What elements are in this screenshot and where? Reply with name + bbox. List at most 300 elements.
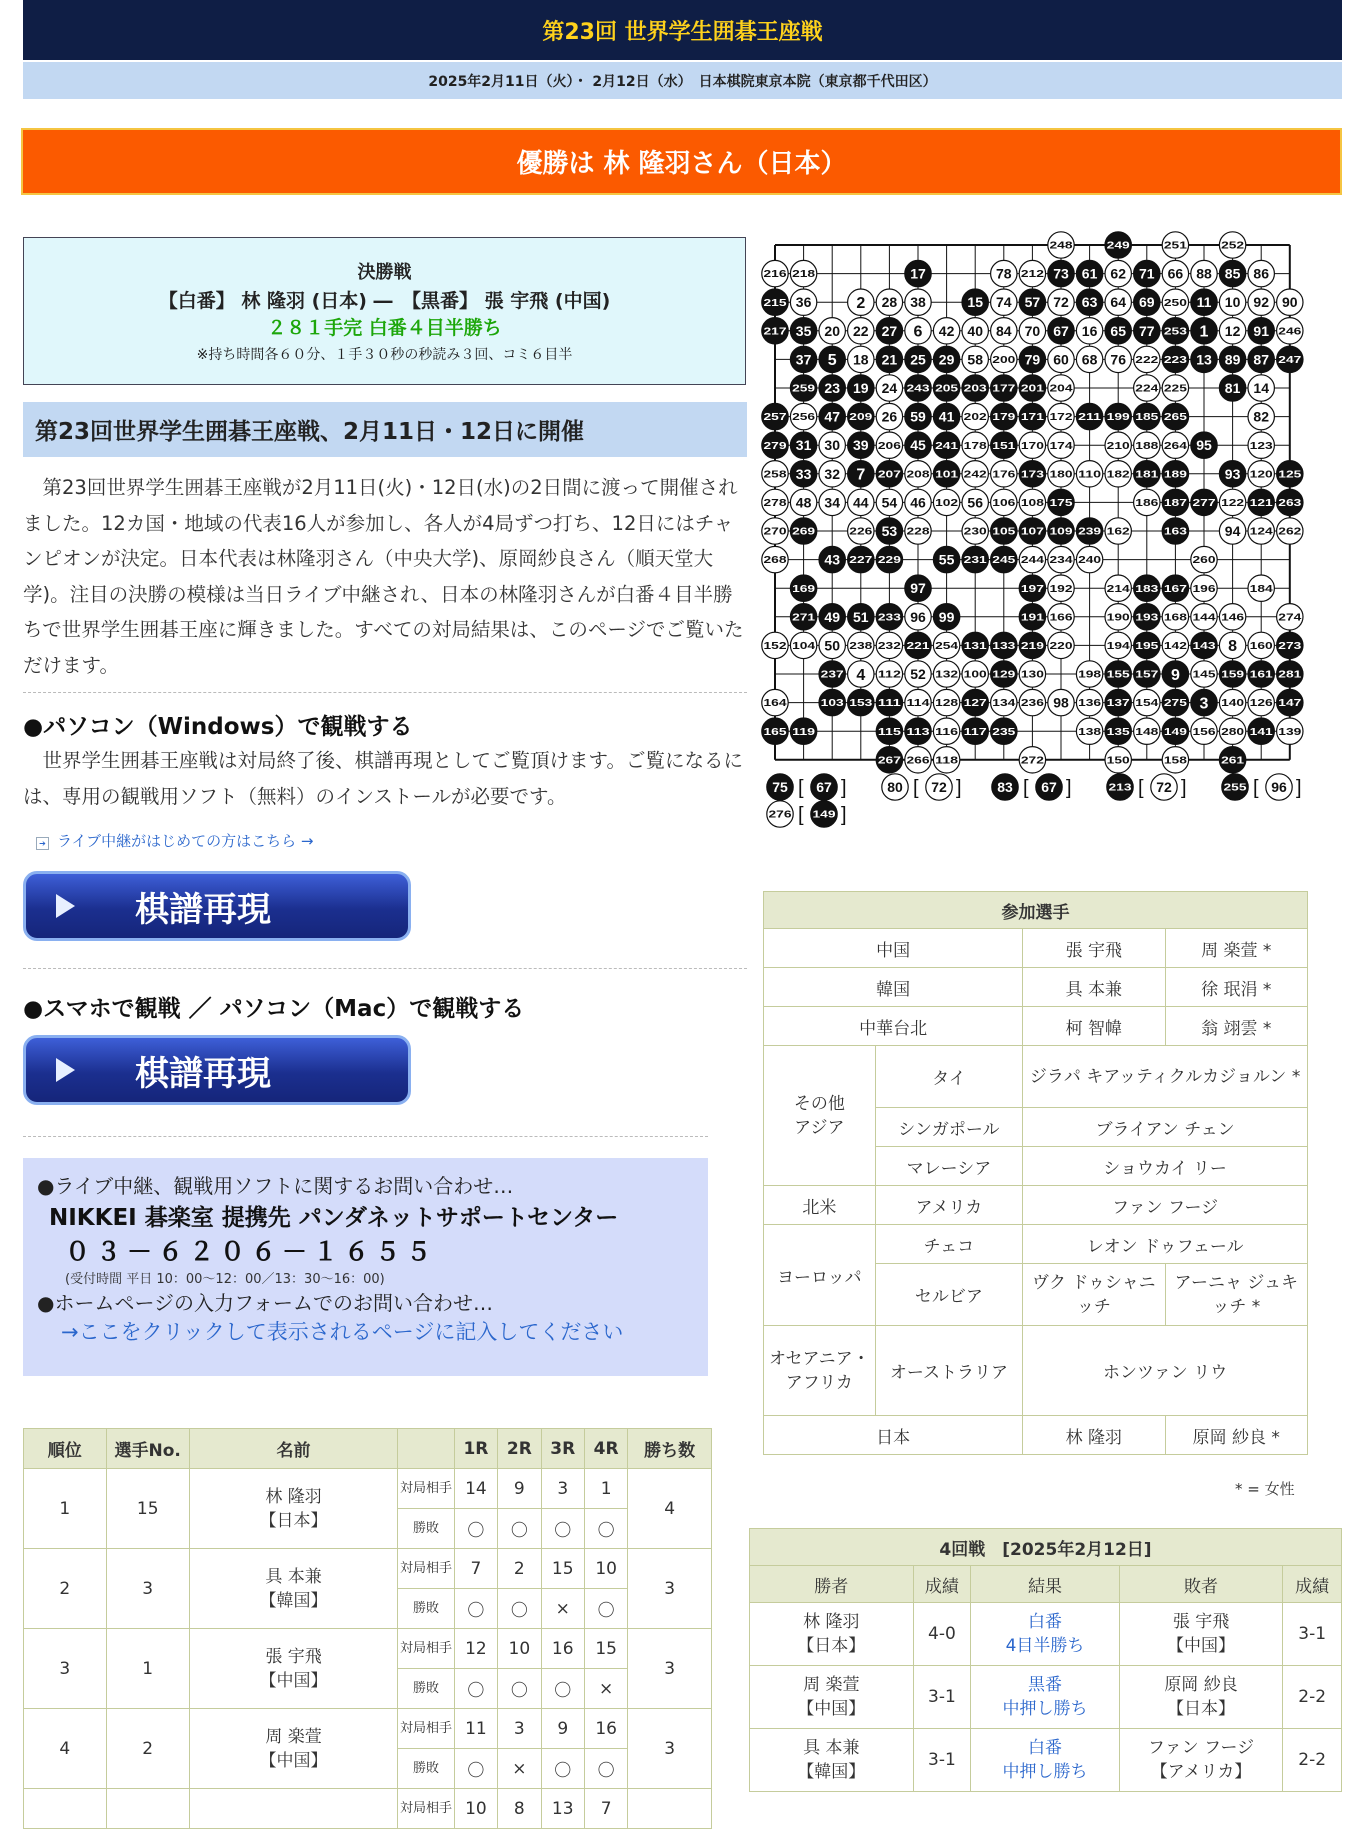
move-number: 223 [1163, 355, 1188, 366]
move-number: 152 [763, 641, 788, 652]
move-number: 118 [935, 755, 959, 767]
round4-table [749, 1528, 1342, 1792]
move-number: 64 [1110, 294, 1126, 311]
move-number: 67 [1041, 779, 1057, 796]
contact-line1: ●ライブ中継、観戦用ソフトに関するお問い合わせ… [37, 1174, 514, 1198]
r1-header: 1R [454, 1429, 497, 1469]
participant-row [764, 1225, 1308, 1264]
move-number: 124 [1249, 526, 1274, 538]
region: 北米 [764, 1186, 876, 1225]
move-number: 222 [1135, 355, 1159, 366]
move-number: 7 [856, 466, 866, 484]
move-number: 188 [1135, 440, 1159, 452]
move-number: 203 [963, 383, 988, 395]
move-number: 117 [963, 726, 988, 738]
move-number: 96 [1271, 779, 1287, 796]
move-number: 170 [1020, 440, 1045, 452]
opponent-no: 14 [454, 1469, 497, 1509]
opponent-no: 10 [584, 1549, 627, 1589]
loser-record: 2-2 [1283, 1729, 1342, 1792]
ranking-header-row [24, 1429, 712, 1469]
move-number: 235 [992, 726, 1016, 738]
move-number: 36 [795, 294, 812, 311]
opponent-no: 9 [498, 1469, 541, 1509]
move-number: 263 [1278, 498, 1302, 509]
region: オセアニア・ アフリカ [764, 1326, 876, 1416]
winner-country: 【日本】 [797, 1636, 866, 1656]
move-number: 166 [1049, 612, 1074, 624]
move-number: 211 [1078, 412, 1102, 424]
winner [750, 1666, 914, 1729]
move-number: 101 [935, 469, 959, 481]
move-number: 164 [763, 698, 788, 710]
move-number: 226 [849, 526, 873, 538]
opp-label: 対局相手 [398, 1629, 454, 1669]
winner-country: 【韓国】 [797, 1762, 866, 1782]
country: オーストラリア [875, 1326, 1023, 1416]
move-number: 120 [1249, 469, 1274, 481]
loser-country: 【中国】 [1167, 1636, 1236, 1656]
wins [628, 1789, 712, 1829]
move-number: 33 [795, 465, 812, 482]
player: ヴク ドゥシャニッチ [1023, 1264, 1165, 1326]
wins: 3 [628, 1629, 712, 1709]
ko-bracket-close: ] [841, 804, 847, 826]
move-number: 261 [1221, 755, 1245, 767]
winner [750, 1729, 914, 1792]
move-number: 141 [1249, 726, 1274, 738]
move-number: 83 [997, 779, 1013, 796]
country: 【中国】 [259, 1750, 328, 1771]
move-number: 190 [1106, 612, 1131, 624]
loser [1119, 1666, 1283, 1729]
win-loss: 〇 [584, 1509, 627, 1549]
move-number: 31 [795, 437, 812, 454]
move-number: 182 [1106, 469, 1131, 481]
move-number: 122 [1221, 498, 1245, 509]
loser [1119, 1603, 1283, 1666]
move-number: 45 [910, 437, 926, 454]
participant-row [764, 1046, 1308, 1108]
player-no: 3 [106, 1549, 189, 1629]
opp-label: 対局相手 [398, 1709, 454, 1749]
move-number: 248 [1049, 240, 1074, 252]
ko-bracket-close: ] [1296, 777, 1302, 799]
move-number: 61 [1081, 265, 1098, 282]
move-number: 57 [1024, 294, 1041, 311]
rank: 1 [24, 1469, 107, 1549]
participants-title: 参加選手 [764, 892, 1308, 929]
opponent-no: 8 [498, 1789, 541, 1829]
final-rules: ※持ち時間各６０分、１手３０秒の秒読み３回、コミ６目半 [196, 347, 573, 363]
win-loss: 〇 [454, 1749, 497, 1789]
region: 中国 [764, 929, 1023, 968]
player: 徐 珉涓 * [1165, 968, 1307, 1007]
move-number: 15 [967, 294, 983, 311]
move-number: 189 [1163, 469, 1188, 481]
win-loss: 〇 [541, 1509, 584, 1549]
move-number: 59 [910, 408, 926, 425]
contact-form-link[interactable]: →ここをクリックして表示されるページに記入してください [61, 1320, 624, 1344]
move-number: 40 [967, 322, 983, 339]
move-number: 80 [887, 779, 903, 796]
move-number: 236 [1020, 698, 1045, 710]
move-number: 70 [1024, 322, 1041, 339]
move-number: 105 [992, 526, 1016, 538]
move-number: 184 [1249, 583, 1274, 595]
move-number: 82 [1253, 408, 1269, 425]
move-number: 178 [963, 440, 988, 452]
move-number: 176 [992, 469, 1016, 481]
type-header [398, 1429, 454, 1469]
move-number: 224 [1135, 383, 1159, 395]
result[interactable] [971, 1666, 1120, 1729]
opp-label: 対局相手 [398, 1549, 454, 1589]
move-number: 129 [992, 669, 1016, 681]
move-number: 147 [1278, 698, 1302, 710]
winner-text: 優勝は 林 隆羽さん（日本） [516, 149, 847, 179]
news-heading [23, 402, 747, 457]
opponent-no: 15 [541, 1549, 584, 1589]
ko-bracket-open: [ [1253, 777, 1259, 799]
opponent-no: 2 [498, 1549, 541, 1589]
table-row [750, 1603, 1342, 1666]
ko-bracket-close: ] [841, 777, 847, 799]
move-number: 132 [935, 669, 959, 681]
winner-record: 4-0 [913, 1603, 971, 1666]
ko-bracket-open: [ [913, 777, 919, 799]
move-number: 195 [1135, 641, 1159, 652]
move-number: 255 [1223, 782, 1248, 794]
move-number: 49 [824, 608, 840, 625]
round4-header-row [750, 1566, 1342, 1603]
region: 中華台北 [764, 1007, 1023, 1046]
move-number: 56 [967, 494, 983, 511]
region: ヨーロッパ [764, 1225, 876, 1326]
move-number: 177 [992, 383, 1016, 395]
player: 柯 智幃 [1023, 1007, 1165, 1046]
player: 原岡 紗良 * [1165, 1416, 1307, 1455]
move-number: 268 [763, 555, 788, 567]
move-number: 172 [1049, 412, 1074, 424]
move-number: 191 [1020, 612, 1045, 624]
move-number: 14 [1253, 380, 1269, 397]
move-number: 271 [792, 612, 816, 624]
winner-record-header: 成績 [913, 1566, 971, 1603]
move-number: 198 [1078, 669, 1102, 681]
opponent-no: 3 [498, 1709, 541, 1749]
move-number: 19 [853, 380, 869, 397]
move-number: 12 [1224, 322, 1241, 339]
move-number: 225 [1163, 383, 1188, 395]
move-number: 71 [1139, 265, 1155, 282]
loser-name: 張 宇飛 [1172, 1612, 1230, 1632]
result-color: 白番 [1027, 1738, 1062, 1758]
ko-bracket-close: ] [1181, 777, 1187, 799]
move-number: 76 [1110, 351, 1126, 368]
final-label: 決勝戦 [357, 262, 412, 283]
move-number: 112 [877, 669, 902, 681]
move-number: 115 [877, 726, 902, 738]
move-number: 125 [1278, 469, 1302, 481]
move-number: 161 [1249, 669, 1274, 681]
wins: 3 [628, 1549, 712, 1629]
female-note: * = 女性 [1235, 1480, 1295, 1498]
move-number: 207 [877, 469, 902, 481]
move-number: 162 [1106, 526, 1131, 538]
opponent-no: 11 [454, 1709, 497, 1749]
win-loss: 〇 [498, 1589, 541, 1629]
rank-header: 順位 [24, 1429, 107, 1469]
player-no [106, 1789, 189, 1829]
move-number: 201 [1020, 383, 1045, 395]
wl-label: 勝敗 [398, 1589, 454, 1629]
final-result: ２８１手完 白番４目半勝ち [267, 317, 502, 339]
r3-header: 3R [541, 1429, 584, 1469]
winner-name: 林 隆羽 [803, 1612, 860, 1632]
move-number: 269 [792, 526, 816, 538]
result-header: 結果 [971, 1566, 1120, 1603]
move-number: 136 [1078, 698, 1102, 710]
move-number: 260 [1192, 555, 1217, 567]
move-number: 253 [1163, 326, 1188, 338]
kifu-replay-button-mobile[interactable] [23, 1035, 411, 1105]
move-number: 264 [1163, 440, 1188, 452]
move-number: 144 [1192, 612, 1217, 624]
move-number: 116 [935, 726, 959, 738]
move-number: 27 [881, 322, 898, 339]
win-loss: × [584, 1669, 627, 1709]
move-number: 228 [906, 526, 931, 538]
move-number: 127 [963, 698, 988, 710]
player: レオン ドゥフェール [1023, 1225, 1308, 1264]
move-number: 158 [1163, 755, 1188, 767]
move-number: 200 [992, 355, 1016, 366]
move-number: 213 [1108, 782, 1133, 794]
move-number: 185 [1135, 412, 1159, 424]
move-number: 168 [1163, 612, 1188, 624]
move-number: 67 [1053, 322, 1069, 339]
player: 林 隆羽 [1023, 1416, 1165, 1455]
move-number: 98 [1053, 694, 1069, 711]
player: アーニャ ジュキッチ * [1165, 1264, 1307, 1326]
opp-label: 対局相手 [398, 1789, 454, 1829]
move-number: 114 [906, 698, 931, 710]
move-number: 65 [1110, 322, 1126, 339]
country: 【韓国】 [259, 1590, 328, 1611]
move-number: 279 [763, 440, 788, 452]
rank: 4 [24, 1709, 107, 1789]
move-number: 21 [881, 351, 898, 368]
loser-header: 敗者 [1119, 1566, 1283, 1603]
contact-phone: ０３－６２０６－１６５５ [65, 1237, 438, 1266]
move-number: 75 [772, 779, 788, 796]
loser-name: 原岡 紗良 [1164, 1675, 1238, 1695]
loser [1119, 1729, 1283, 1792]
move-number: 110 [1078, 469, 1102, 481]
move-number: 250 [1163, 297, 1188, 309]
move-number: 30 [824, 437, 840, 454]
move-number: 186 [1135, 498, 1159, 509]
win-loss: 〇 [498, 1669, 541, 1709]
pc-heading: ●パソコン（Windows）で観戦する [23, 714, 413, 740]
move-number: 37 [795, 351, 812, 368]
move-number: 246 [1278, 326, 1302, 338]
wl-label: 勝敗 [398, 1749, 454, 1789]
move-number: 10 [1224, 294, 1241, 311]
move-number: 84 [996, 322, 1012, 339]
move-number: 113 [906, 726, 931, 738]
result[interactable] [971, 1729, 1120, 1792]
player-name [189, 1469, 397, 1549]
move-number: 73 [1053, 265, 1069, 282]
round4-title: 4回戦 [2025年2月12日] [750, 1529, 1342, 1566]
wins: 3 [628, 1709, 712, 1789]
player: ブライアン チェン [1023, 1108, 1308, 1147]
move-number: 208 [906, 469, 931, 481]
kifu-replay-button-pc[interactable] [23, 871, 411, 941]
player-no: 1 [106, 1629, 189, 1709]
move-number: 81 [1224, 380, 1241, 397]
loser-country: 【アメリカ】 [1150, 1762, 1252, 1782]
table-row [24, 1629, 712, 1669]
move-number: 72 [931, 779, 947, 796]
move-number: 160 [1249, 641, 1274, 652]
contact-box [23, 1158, 708, 1376]
move-number: 107 [1020, 526, 1045, 538]
move-number: 1 [1199, 323, 1209, 341]
move-number: 41 [938, 408, 955, 425]
move-number: 196 [1192, 583, 1217, 595]
country: マレーシア [875, 1147, 1023, 1186]
move-number: 181 [1135, 469, 1159, 481]
move-number: 53 [881, 523, 898, 540]
first-time-link[interactable] [36, 830, 313, 851]
move-number: 69 [1139, 294, 1155, 311]
move-number: 18 [853, 351, 869, 368]
table-row [24, 1549, 712, 1589]
move-number: 34 [824, 494, 840, 511]
move-number: 22 [853, 322, 869, 339]
move-number: 8 [1228, 638, 1238, 656]
player: ホンツァン リウ [1023, 1326, 1308, 1416]
participant-row [764, 1007, 1308, 1046]
winner-header: 勝者 [750, 1566, 914, 1603]
move-number: 78 [996, 265, 1012, 282]
loser-country: 【日本】 [1167, 1699, 1236, 1719]
move-number: 244 [1020, 555, 1045, 567]
move-number: 131 [963, 641, 988, 652]
move-number: 66 [1167, 265, 1184, 282]
move-number: 88 [1196, 265, 1212, 282]
kifu-board [760, 230, 1310, 835]
move-number: 215 [763, 297, 788, 309]
move-number: 26 [881, 408, 898, 425]
move-number: 278 [763, 498, 788, 509]
name: 周 楽萱 [265, 1726, 322, 1747]
move-number: 25 [910, 351, 926, 368]
region: 韓国 [764, 968, 1023, 1007]
wl-label: 勝敗 [398, 1669, 454, 1709]
move-number: 3 [1199, 695, 1209, 713]
move-number: 187 [1163, 498, 1188, 509]
result-color: 黒番 [1027, 1675, 1062, 1695]
region: 日本 [764, 1416, 1023, 1455]
move-number: 145 [1192, 669, 1217, 681]
move-number: 121 [1249, 498, 1274, 509]
player: 翁 翊雲 * [1165, 1007, 1307, 1046]
page-title-bar [23, 0, 1342, 60]
divider [23, 692, 747, 693]
move-number: 219 [1020, 641, 1045, 652]
move-number: 55 [938, 551, 955, 568]
move-number: 252 [1221, 240, 1245, 252]
page-title: 第23回 世界学生囲碁王座戦 [542, 19, 823, 45]
date-venue: 2025年2月11日（火）・ 2月12日（水） 日本棋院東京本院（東京都千代田区） [428, 73, 937, 90]
move-number: 102 [935, 498, 959, 509]
move-number: 229 [877, 555, 902, 567]
move-number: 230 [963, 526, 988, 538]
move-number: 87 [1253, 351, 1269, 368]
move-number: 11 [1196, 294, 1212, 311]
move-number: 256 [792, 412, 816, 424]
move-number: 234 [1049, 555, 1074, 567]
move-number: 272 [1020, 755, 1045, 767]
move-number: 210 [1106, 440, 1131, 452]
opponent-no: 13 [541, 1789, 584, 1829]
player-no: 2 [106, 1709, 189, 1789]
move-number: 171 [1020, 412, 1045, 424]
move-number: 249 [1106, 240, 1131, 252]
move-number: 183 [1135, 583, 1159, 595]
no-header: 選手No. [106, 1429, 189, 1469]
move-number: 193 [1135, 612, 1159, 624]
move-number: 85 [1224, 265, 1241, 282]
move-number: 92 [1253, 294, 1269, 311]
news-body: 第23回世界学生囲碁王座戦が2月11日(火)・12日(水)の2日間に渡って開催されました。12カ国・地域の代表16人が参加し、各人が4局ずつ打ち、12日にはチャンピオンが決定。日本代表は林隆羽さん（中央大学)、原岡紗良さん（順天堂大学)。注目の決勝の模様は当日ライブ中継され、日本の林隆羽さんが白番４目半勝ちで世界学生囲碁王座に輝きました。すべての対局結果は、このページでご覧いただけます。 [23, 476, 744, 677]
move-number: 32 [824, 465, 840, 482]
player-no: 15 [106, 1469, 189, 1549]
win-loss: 〇 [584, 1589, 627, 1629]
table-row [24, 1709, 712, 1749]
result[interactable] [971, 1603, 1120, 1666]
move-number: 86 [1253, 265, 1269, 282]
move-number: 63 [1081, 294, 1098, 311]
move-number: 137 [1106, 698, 1131, 710]
move-number: 233 [877, 612, 902, 624]
move-number: 43 [824, 551, 840, 568]
move-number: 154 [1135, 698, 1159, 710]
move-number: 146 [1221, 612, 1245, 624]
move-number: 212 [1020, 269, 1045, 281]
participant-row [764, 1326, 1308, 1416]
move-number: 254 [935, 641, 959, 652]
move-number: 133 [992, 641, 1016, 652]
move-number: 74 [996, 294, 1012, 311]
player-name [189, 1709, 397, 1789]
move-number: 103 [820, 698, 845, 710]
move-number: 197 [1020, 583, 1045, 595]
region: その他 アジア [764, 1046, 876, 1186]
move-number: 180 [1049, 469, 1074, 481]
country: セルビア [875, 1264, 1023, 1326]
move-number: 104 [792, 641, 816, 652]
move-number: 267 [877, 755, 902, 767]
move-number: 100 [963, 669, 988, 681]
move-number: 266 [906, 755, 931, 767]
move-number: 218 [792, 269, 816, 281]
player: 具 本兼 [1023, 968, 1165, 1007]
